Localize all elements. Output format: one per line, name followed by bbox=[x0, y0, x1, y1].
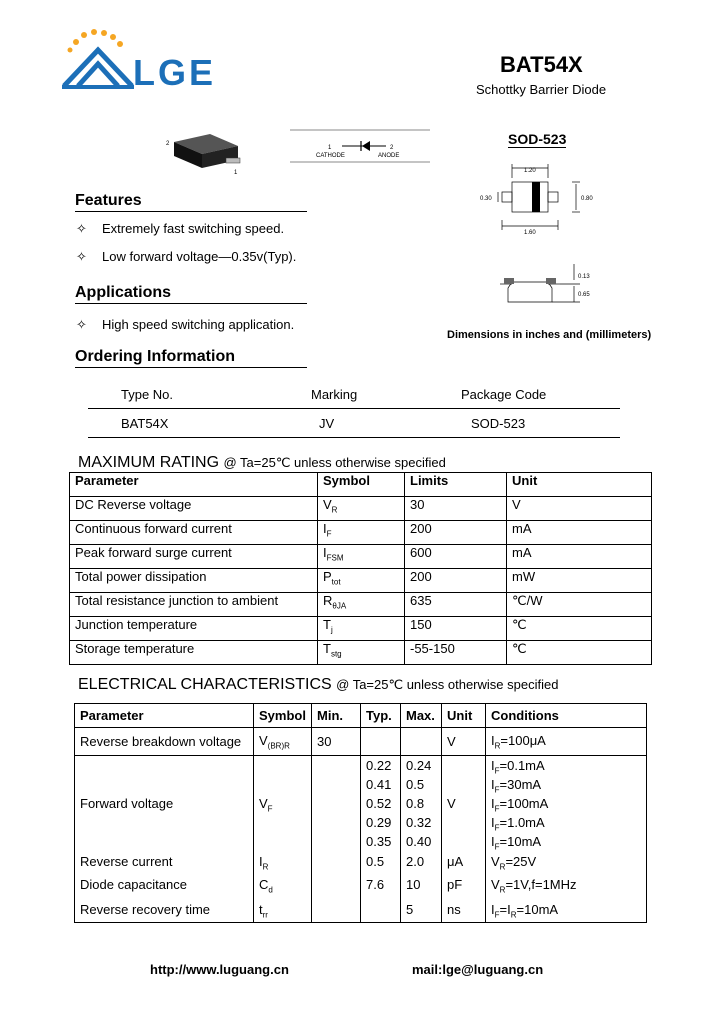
mr-cell-limit: 635 bbox=[405, 593, 507, 617]
ec-recovery-param: Reverse recovery time bbox=[80, 902, 211, 917]
ec-forward-unit: V bbox=[447, 796, 456, 811]
order-header-type: Type No. bbox=[88, 380, 311, 409]
mr-cell-symbol: $I_{FSM}$ bbox=[318, 545, 405, 569]
ec-forward-max: 0.32 bbox=[406, 815, 432, 830]
applications-title: Applications bbox=[75, 284, 307, 304]
features-title: Features bbox=[75, 192, 307, 212]
ec-forward-typ: 0.22 bbox=[366, 758, 392, 773]
ec-cap-cond: $V_R=1V,f=1MHz$ bbox=[491, 877, 577, 895]
footer-website-link[interactable]: http://www.luguang.cn bbox=[150, 962, 289, 977]
application-item: ✧ High speed switching application. bbox=[76, 317, 295, 332]
mr-cell-limit: 150 bbox=[405, 617, 507, 641]
mr-cell-unit: mA bbox=[507, 545, 652, 569]
mr-row bbox=[70, 593, 652, 617]
mr-cell-param: Junction temperature bbox=[70, 617, 318, 641]
mr-cell-symbol: $I_F$ bbox=[318, 521, 405, 545]
ec-header-typ: Typ. bbox=[361, 704, 401, 728]
ec-forward-cond: $I_F=0.1mA$ bbox=[491, 758, 545, 776]
mr-cell-symbol: $T_j$ bbox=[318, 617, 405, 641]
mr-cell-unit: ℃ bbox=[507, 617, 652, 641]
mr-cell-limit: 200 bbox=[405, 521, 507, 545]
ec-forward-cond: $I_F=100mA$ bbox=[491, 796, 549, 814]
dim-height: 0.65 bbox=[578, 292, 590, 298]
anode-label: ANODE bbox=[378, 153, 400, 159]
ec-forward-cond: $I_F=30mA$ bbox=[491, 777, 542, 795]
max-rating-table bbox=[69, 472, 652, 665]
ec-reverse-symbol: $I_R$ bbox=[259, 854, 269, 872]
mr-row bbox=[70, 521, 652, 545]
feature-item: ✧ Low forward voltage—0.35v(Typ). bbox=[76, 249, 297, 264]
mr-cell-limit: 30 bbox=[405, 497, 507, 521]
mr-cell-unit: mA bbox=[507, 521, 652, 545]
mr-cell-limit: -55-150 bbox=[405, 641, 507, 665]
feature-item: ✧ Extremely fast switching speed. bbox=[76, 221, 285, 236]
ec-cap-param: Diode capacitance bbox=[80, 877, 187, 892]
ec-forward-param-cell bbox=[75, 756, 254, 923]
ordering-title: Ordering Information bbox=[75, 348, 307, 368]
ec-forward-typ: 0.52 bbox=[366, 796, 392, 811]
order-cell-type: BAT54X bbox=[88, 409, 311, 438]
ec-forward-cond: $I_F=10mA$ bbox=[491, 834, 542, 852]
mr-header-unit: Unit bbox=[507, 473, 652, 497]
ec-forward-max: 0.5 bbox=[406, 777, 425, 792]
mr-body bbox=[70, 497, 652, 665]
order-cell-package: SOD-523 bbox=[461, 409, 620, 438]
logo-text: LGE bbox=[133, 52, 217, 93]
ec-min-cell bbox=[312, 756, 361, 923]
ec-forward-typ: 0.41 bbox=[366, 777, 392, 792]
mr-cell-unit: mW bbox=[507, 569, 652, 593]
ec-reverse-max: 2.0 bbox=[406, 854, 425, 869]
ec-forward-typ: 0.29 bbox=[366, 815, 392, 830]
max-rating-title: MAXIMUM RATING @ Ta=25℃ unless otherwise specified bbox=[78, 454, 446, 471]
dimensions-caption: Dimensions in inches and (millimeters) bbox=[447, 329, 652, 341]
pinout-diagram bbox=[290, 128, 430, 164]
ec-reverse-unit: μA bbox=[447, 854, 464, 869]
mr-cell-param: Peak forward surge current bbox=[70, 545, 318, 569]
mr-row bbox=[70, 617, 652, 641]
mr-cell-limit: 600 bbox=[405, 545, 507, 569]
ec-header-min: Min. bbox=[312, 704, 361, 728]
ec-breakdown-min: 30 bbox=[312, 728, 361, 756]
dim-left: 0.30 bbox=[480, 196, 492, 202]
ordering-table bbox=[88, 380, 620, 438]
ec-header-conditions: Conditions bbox=[486, 704, 647, 728]
mr-cell-param: Total resistance junction to ambient bbox=[70, 593, 318, 617]
ec-header-max: Max. bbox=[401, 704, 442, 728]
ec-forward-max: 0.24 bbox=[406, 758, 432, 773]
ec-reverse-cond: $V_R=25V$ bbox=[491, 854, 537, 872]
mr-cell-symbol: $R_{\theta JA}$ bbox=[318, 593, 405, 617]
ec-header-param: Parameter bbox=[75, 704, 254, 728]
ec-unit-cell bbox=[442, 756, 486, 923]
ec-header-unit: Unit bbox=[442, 704, 486, 728]
mr-cell-param: DC Reverse voltage bbox=[70, 497, 318, 521]
package-dimensions-diagram bbox=[476, 160, 602, 310]
mr-cell-unit: V bbox=[507, 497, 652, 521]
dim-right: 0.80 bbox=[581, 196, 593, 202]
ec-forward-max: 0.40 bbox=[406, 834, 432, 849]
mr-row bbox=[70, 569, 652, 593]
ec-recovery-symbol: $t_{rr}$ bbox=[259, 902, 268, 920]
ec-forward-symbol: $V_F$ bbox=[259, 796, 273, 814]
ec-max-cell bbox=[401, 756, 442, 923]
ec-recovery-max: 5 bbox=[406, 902, 414, 917]
ec-reverse-typ: 0.5 bbox=[366, 854, 385, 869]
mr-header-symbol: Symbol bbox=[318, 473, 405, 497]
ec-cap-unit: pF bbox=[447, 877, 463, 892]
mr-row bbox=[70, 545, 652, 569]
ec-cap-typ: 7.6 bbox=[366, 877, 385, 892]
mr-header-limits: Limits bbox=[405, 473, 507, 497]
part-number: BAT54X bbox=[500, 52, 583, 77]
dim-bottom: 1.60 bbox=[524, 230, 536, 236]
mr-cell-param: Continuous forward current bbox=[70, 521, 318, 545]
ec-breakdown-unit: V bbox=[442, 728, 486, 756]
ec-forward-param: Forward voltage bbox=[80, 796, 174, 811]
ec-forward-max: 0.8 bbox=[406, 796, 425, 811]
cathode-label: CATHODE bbox=[316, 153, 345, 159]
mr-cell-unit: ℃/W bbox=[507, 593, 652, 617]
mr-cell-symbol: $V_R$ bbox=[318, 497, 405, 521]
mr-header-param: Parameter bbox=[70, 473, 318, 497]
ec-breakdown-symbol: $V_{(BR)R}$ bbox=[254, 728, 312, 756]
pin2-label: 2 bbox=[390, 145, 394, 151]
ec-recovery-unit: ns bbox=[447, 902, 461, 917]
dim-top: 1.20 bbox=[524, 168, 536, 174]
ec-symbol-cell bbox=[254, 756, 312, 923]
part-description: Schottky Barrier Diode bbox=[476, 82, 607, 97]
order-header-marking: Marking bbox=[311, 380, 461, 409]
ec-cap-symbol: $C_d$ bbox=[259, 877, 273, 895]
ec-typ-cell bbox=[361, 756, 401, 923]
lge-logo-icon bbox=[58, 28, 138, 92]
ec-breakdown-param: Reverse breakdown voltage bbox=[75, 728, 254, 756]
package-title: SOD-523 bbox=[508, 131, 567, 147]
ec-cond-cell bbox=[486, 756, 647, 923]
footer-email-link[interactable]: mail:lge@luguang.cn bbox=[412, 962, 544, 977]
ec-forward-cond: $I_F=1.0mA$ bbox=[491, 815, 545, 833]
mr-cell-limit: 200 bbox=[405, 569, 507, 593]
ec-header-symbol: Symbol bbox=[254, 704, 312, 728]
electrical-table bbox=[74, 703, 647, 923]
mr-cell-param: Storage temperature bbox=[70, 641, 318, 665]
pin1-label: 1 bbox=[328, 145, 332, 151]
ec-forward-typ: 0.35 bbox=[366, 834, 392, 849]
dim-thick: 0.13 bbox=[578, 274, 590, 280]
pkg-pin2-label: 2 bbox=[166, 141, 170, 147]
mr-cell-param: Total power dissipation bbox=[70, 569, 318, 593]
ec-cap-max: 10 bbox=[406, 877, 421, 892]
mr-row bbox=[70, 641, 652, 665]
mr-row bbox=[70, 497, 652, 521]
pkg-pin1-label: 1 bbox=[234, 170, 238, 176]
mr-cell-unit: ℃ bbox=[507, 641, 652, 665]
ec-reverse-param: Reverse current bbox=[80, 854, 173, 869]
mr-cell-symbol: $P_{tot}$ bbox=[318, 569, 405, 593]
order-header-package: Package Code bbox=[461, 380, 620, 409]
ec-breakdown-cond: $I_R=100\mu A$ bbox=[486, 728, 647, 756]
mr-cell-symbol: $T_{stg}$ bbox=[318, 641, 405, 665]
package-image bbox=[160, 132, 250, 180]
electrical-title: ELECTRICAL CHARACTERISTICS @ Ta=25℃ unless otherwise specified bbox=[78, 676, 559, 693]
ec-recovery-cond: $I_F=I_R=10mA$ bbox=[491, 902, 559, 920]
order-cell-marking: JV bbox=[311, 409, 461, 438]
